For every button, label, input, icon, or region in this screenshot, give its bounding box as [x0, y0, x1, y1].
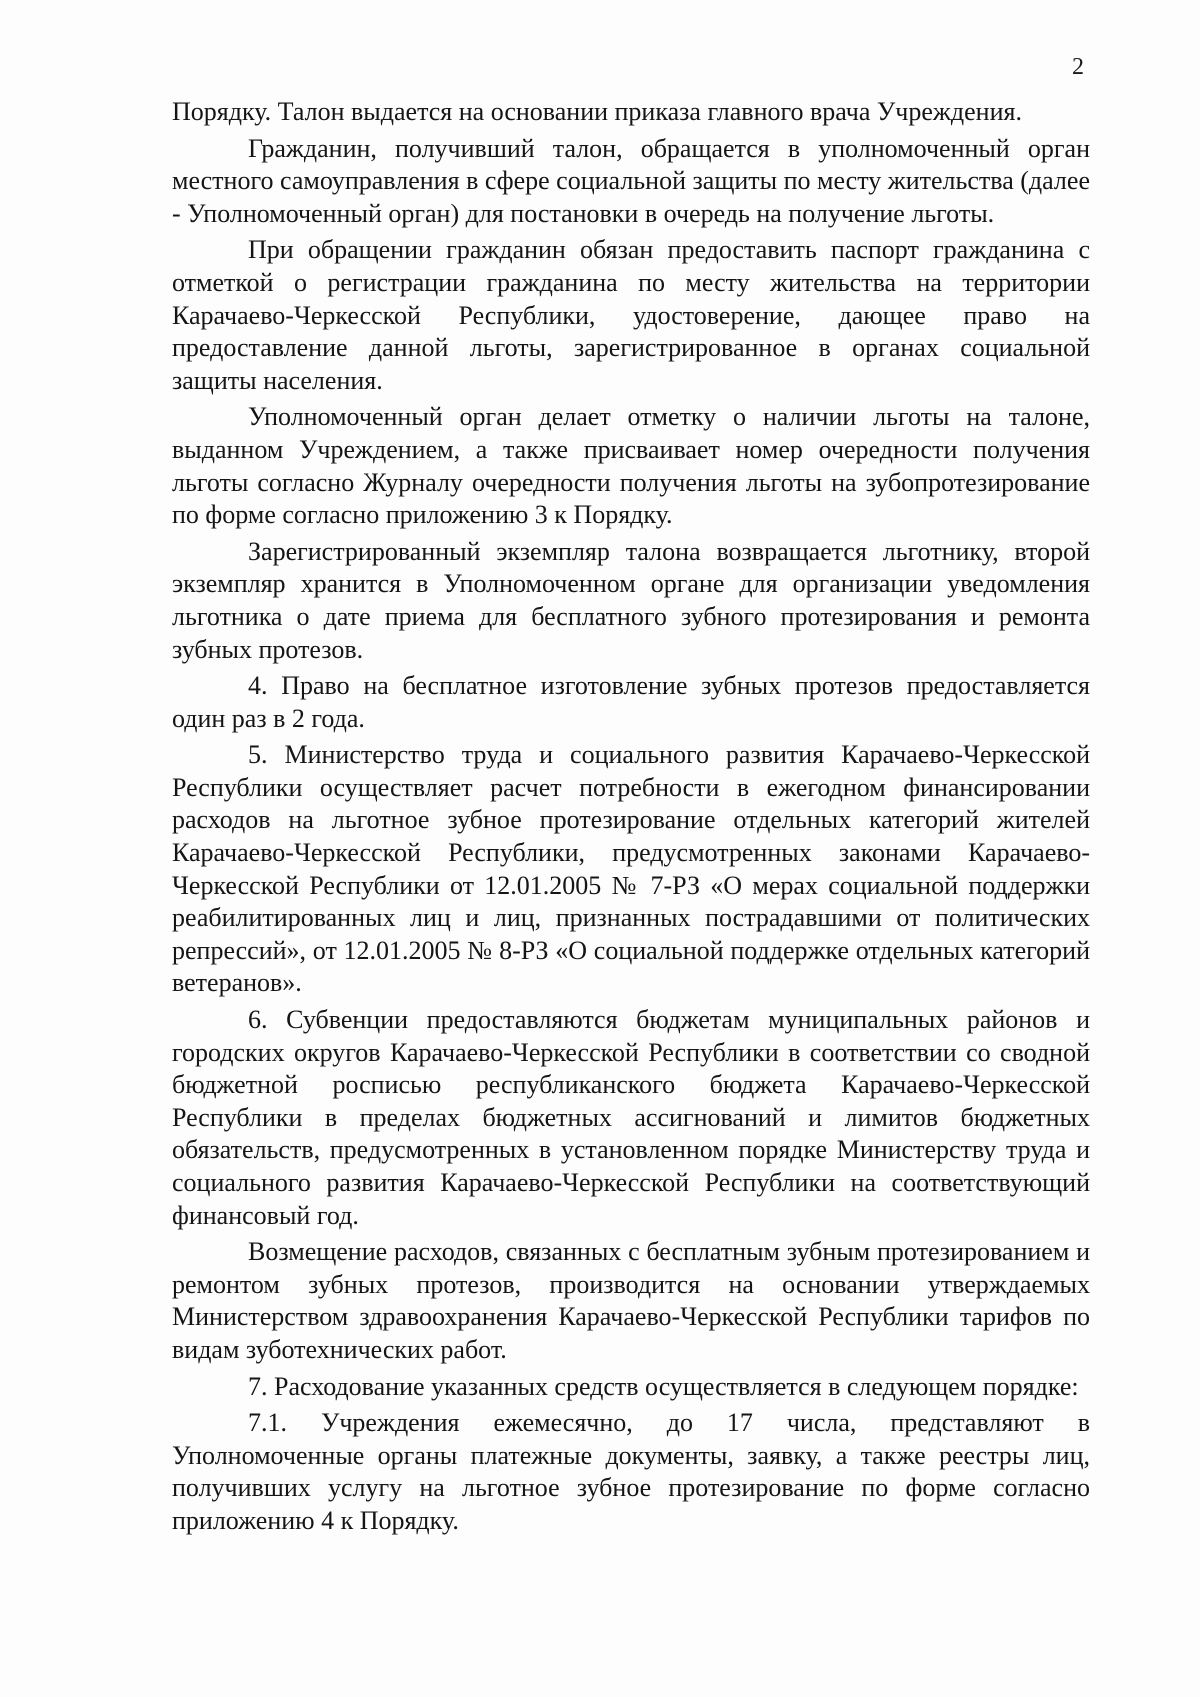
- paragraph-citizen-application: Гражданин, получивший талон, обращается в уполномоченный орган местного самоуправления в сфере социальной защиты по месту жительства (далее - Уполномоченный орган) для постановки в очередь на получение льготы.: [172, 133, 1090, 228]
- document-body: [172, 96, 1090, 1542]
- paragraph-continuation: Порядку. Талон выдается на основании приказа главного врача Учреждения.: [172, 97, 1022, 126]
- paragraph-item-5: 5. Министерство труда и социального развития Карачаево-Черкесской Республики осуществляет расчет потребности в ежегодном финансировании расходов на льготное зубное протезирование отдельных категорий жителей Карачаево-Черкесской Республики, предусмотренных законами Карачаево-Черкесской Республики от 12.01.2005 № 7-РЗ «О мерах социальной поддержки реабилитированных лиц и лиц, признанных пострадавшими от политических репрессий», от 12.01.2005 № 8-РЗ «О социальной поддержке отдельных категорий ветеранов».: [172, 740, 1090, 998]
- paragraph-item-4: 4. Право на бесплатное изготовление зубных протезов предоставляется один раз в 2 года.: [172, 671, 1090, 733]
- paragraph-reimbursement: Возмещение расходов, связанных с бесплатным зубным протезированием и ремонтом зубных протезов, производится на основании утверждаемых Министерством здравоохранения Карачаево-Черкесской Республики тарифов по видам зуботехнических работ.: [172, 1237, 1090, 1364]
- paragraph-item-6: 6. Субвенции предоставляются бюджетам муниципальных районов и городских округов Карачаево-Черкесской Республики в соответствии со сводной бюджетной росписью республиканского бюджета Карачаево-Черкесской Республики в пределах бюджетных ассигнований и лимитов бюджетных обязательств, предусмотренных в установленном порядке Министерству труда и социального развития Карачаево-Черкесской Республики на соответствующий финансовый год.: [172, 1005, 1090, 1230]
- paragraph-item-7: 7. Расходование указанных средств осуществляется в следующем порядке:: [248, 1371, 1079, 1401]
- paragraph-queue-registration: Уполномоченный орган делает отметку о наличии льготы на талоне, выданном Учреждением, а также присваивает номер очередности получения льготы согласно Журналу очередности получения льготы на зубопротезирование по форме согласно приложению 3 к Порядку.: [172, 402, 1090, 530]
- page-number: 2: [1072, 54, 1084, 80]
- paragraph-required-documents: При обращении гражданин обязан предоставить паспорт гражданина с отметкой о регистрации гражданина по месту жительства на территории Карачаево-Черкесской Республики, удостоверение, дающее право на предоставление данной льготы, зарегистрированное в органах социальной защиты населения.: [172, 235, 1090, 395]
- paragraph-coupon-copies: Зарегистрированный экземпляр талона возвращается льготнику, второй экземпляр хранится в Уполномоченном органе для организации уведомления льготника о дате приема для бесплатного зубного протезирования и ремонта зубных протезов.: [172, 536, 1090, 664]
- paragraph-item-7-1: 7.1. Учреждения ежемесячно, до 17 числа, представляют в Уполномоченные органы платежные документы, заявку, а также реестры лиц, получивших услугу на льготное зубное протезирование по форме согласно приложению 4 к Порядку.: [172, 1408, 1090, 1535]
